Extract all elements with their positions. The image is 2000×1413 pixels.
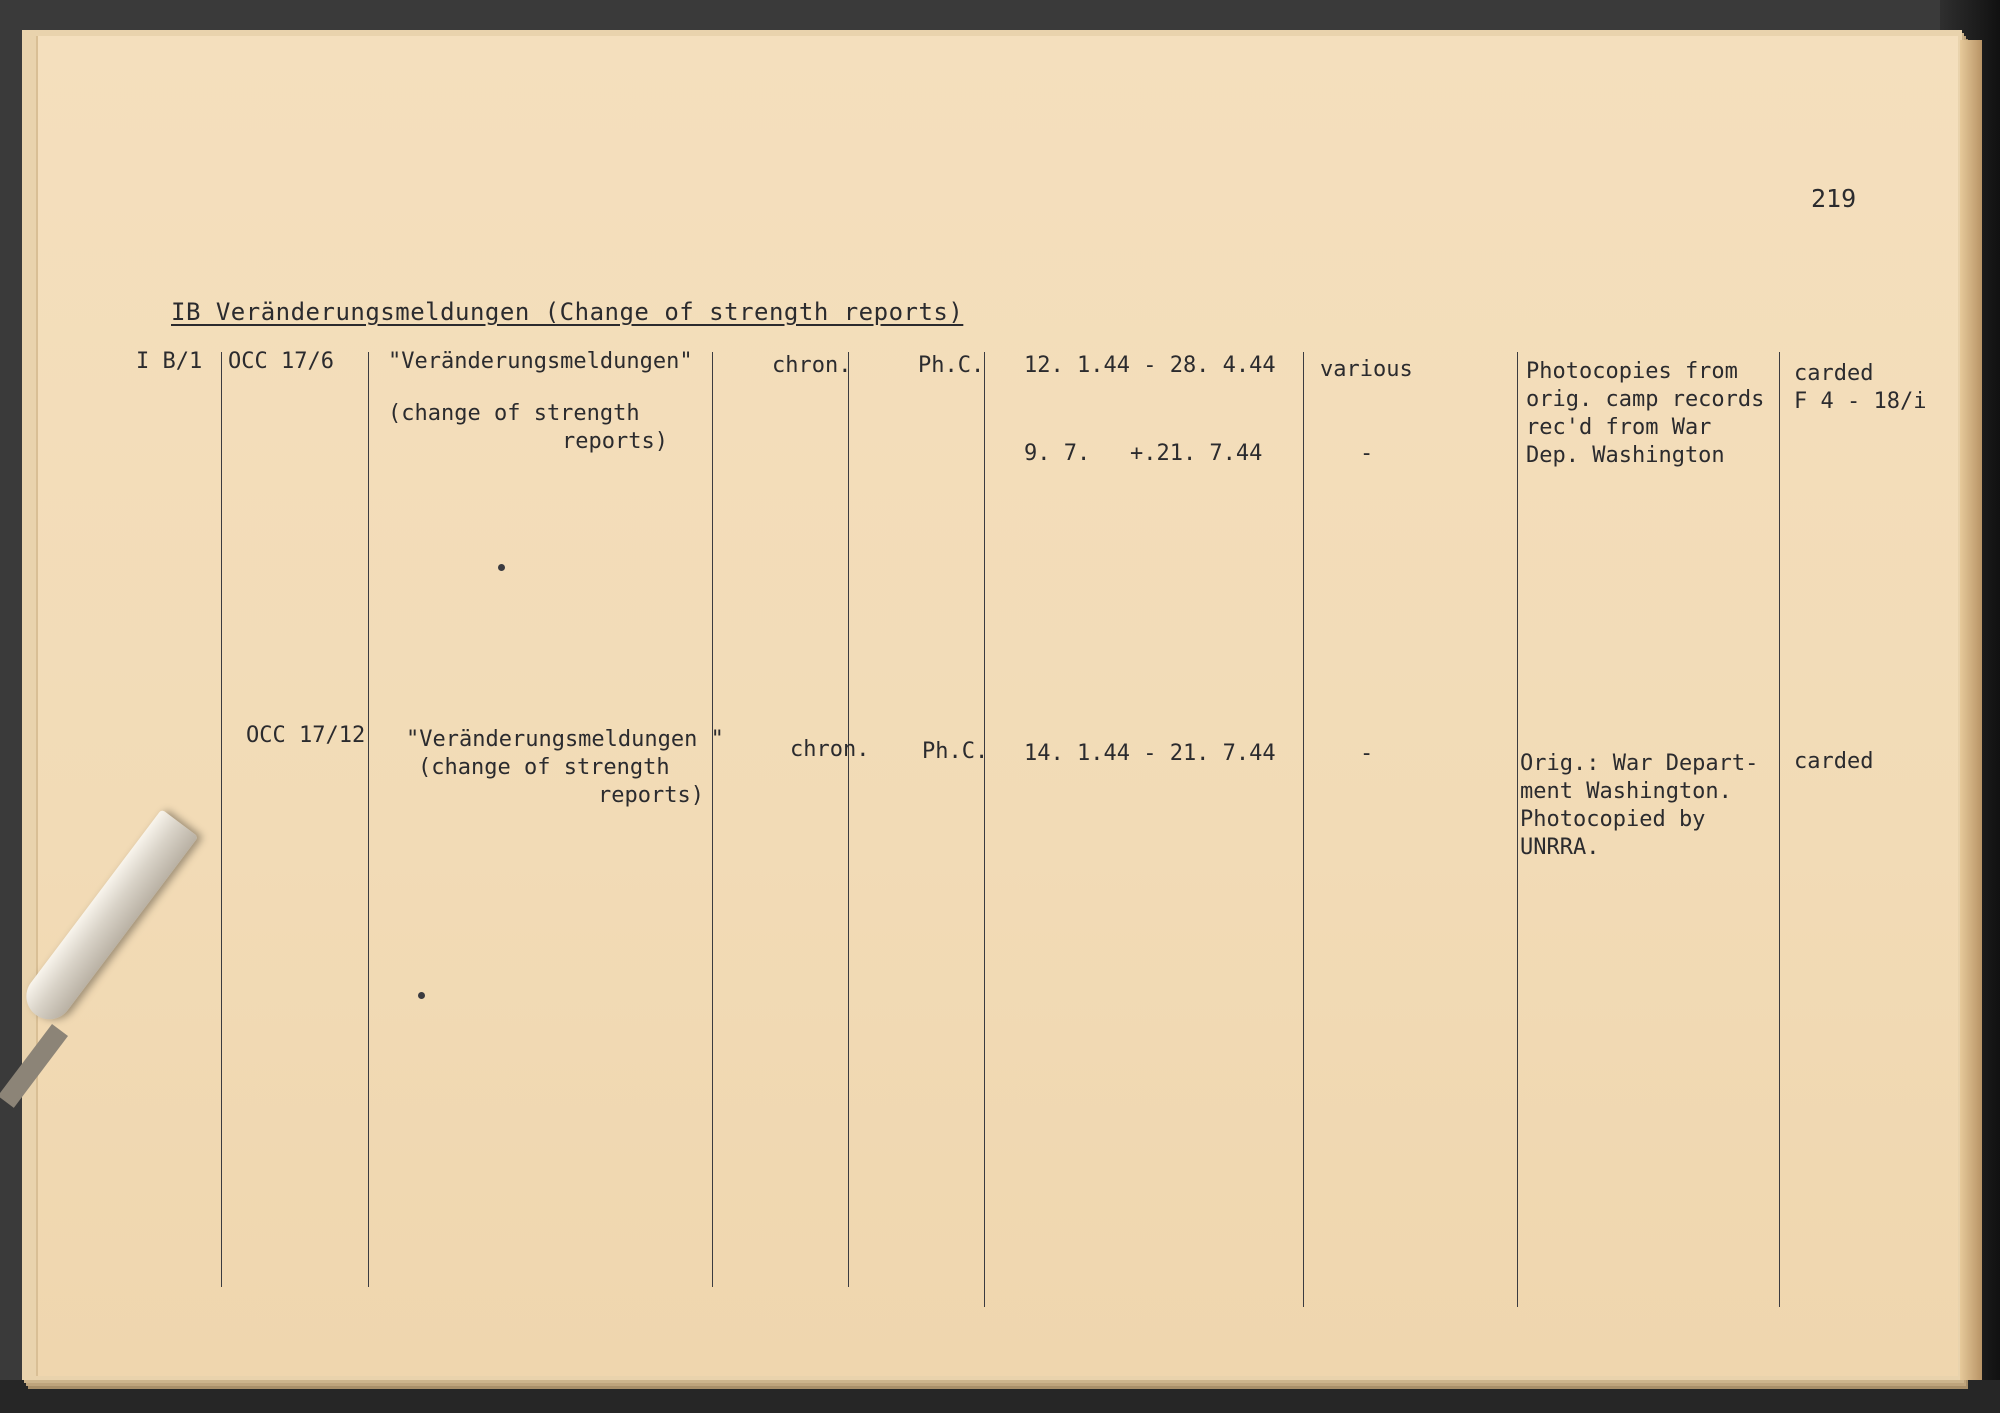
- column-rule: [1517, 352, 1518, 1307]
- column-rule: [368, 352, 369, 1287]
- entry-1-arrangement: chron.: [772, 353, 852, 378]
- entry-1-title-sub: reports): [562, 429, 668, 454]
- entry-1-remarks: Dep. Washington: [1526, 443, 1725, 468]
- entry-1-extent-2: -: [1360, 441, 1374, 466]
- entry-1-remarks: orig. camp records: [1526, 387, 1765, 412]
- entry-1-dates: 12. 1.44 - 28. 4.44: [1024, 353, 1276, 378]
- column-rule: [984, 352, 985, 1307]
- column-rule: [221, 352, 222, 1287]
- entry-2-remarks: Orig.: War Depart-: [1520, 751, 1759, 776]
- entry-2-extent: -: [1360, 741, 1374, 766]
- entry-2-remarks: Photocopied by: [1520, 807, 1706, 832]
- entry-1-code: OCC 17/6: [228, 349, 334, 374]
- entry-2-title-sub: reports): [598, 783, 704, 808]
- section-title: IB Veränderungsmeldungen (Change of strength reports): [171, 298, 964, 326]
- entry-2-code: OCC 17/12: [246, 723, 366, 748]
- entry-1-form: Ph.C.: [918, 353, 985, 378]
- entry-1-status: carded: [1794, 361, 1874, 386]
- entry-2-form: Ph.C.: [922, 739, 989, 764]
- document-page: [36, 36, 1958, 1376]
- entry-1-ref: I B/1: [136, 349, 203, 374]
- entry-2-dates: 14. 1.44 - 21. 7.44: [1024, 741, 1276, 766]
- entry-2-arrangement: chron.: [790, 737, 870, 762]
- entry-1-remarks: rec'd from War: [1526, 415, 1712, 440]
- entry-1-title: "Veränderungsmeldungen": [388, 349, 693, 374]
- entry-2-title-sub: (change of strength: [418, 755, 670, 780]
- table-surface: [0, 1380, 2000, 1413]
- column-rule: [1779, 352, 1780, 1307]
- entry-1-remarks: Photocopies from: [1526, 359, 1738, 384]
- column-rule: [848, 352, 849, 1287]
- column-rule: [712, 352, 713, 1287]
- column-rule: [1303, 352, 1304, 1307]
- stray-mark: [498, 564, 505, 571]
- stray-mark: [418, 992, 425, 999]
- entry-2-remarks: UNRRA.: [1520, 835, 1600, 860]
- entry-1-title-sub: (change of strength: [388, 401, 640, 426]
- page-number: 219: [1811, 184, 1857, 213]
- entry-1-dates-2: 9. 7. +.21. 7.44: [1024, 441, 1263, 466]
- entry-1-status-2: F 4 - 18/i: [1794, 389, 1927, 414]
- page-edge-right: [1960, 40, 1982, 1380]
- entry-1-extent: various: [1320, 357, 1413, 382]
- entry-2-status: carded: [1794, 749, 1874, 774]
- entry-2-remarks: ment Washington.: [1520, 779, 1732, 804]
- entry-2-title: "Veränderungsmeldungen ": [406, 727, 724, 752]
